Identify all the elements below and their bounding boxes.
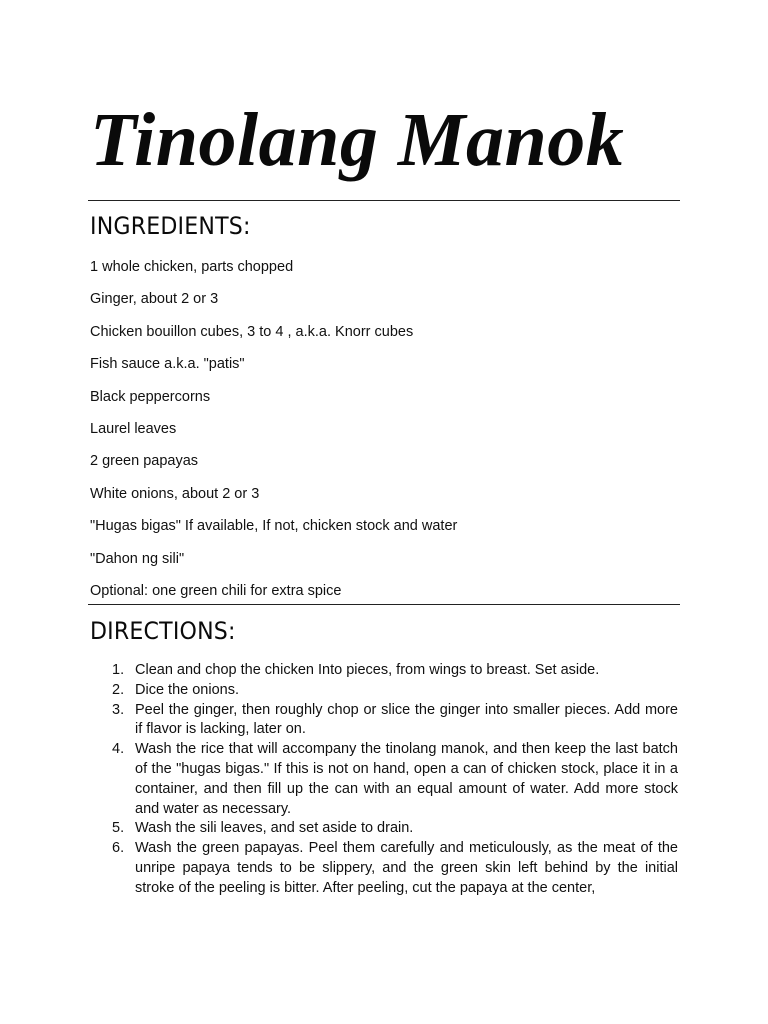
directions-heading: DIRECTIONS: [90, 617, 236, 645]
direction-step [90, 839, 678, 898]
directions-list [90, 661, 678, 899]
step-number: 1. [112, 662, 125, 678]
ingredient-item: Fish sauce a.k.a. "patis" [90, 356, 245, 373]
direction-step [90, 701, 678, 741]
ingredient-item: Laurel leaves [90, 420, 177, 437]
step-number: 2. [112, 681, 125, 698]
ingredient-item: "Hugas bigas" If available, If not, chicken stock and water [90, 518, 458, 535]
step-number: 6. [112, 840, 125, 857]
direction-step [90, 661, 678, 681]
ingredients-divider [88, 604, 680, 605]
direction-step [90, 740, 678, 819]
step-text: Wash the sili leaves, and set aside to drain. [135, 820, 414, 837]
ingredients-list [90, 257, 457, 613]
ingredient-item: 2 green papayas [90, 453, 199, 470]
step-number: 4. [112, 741, 125, 758]
ingredient-item: Black peppercorns [90, 388, 211, 405]
direction-step [90, 681, 678, 701]
step-number: 5. [112, 820, 125, 837]
ingredient-item: White onions, about 2 or 3 [90, 485, 260, 502]
ingredient-item: 1 whole chicken, parts chopped [90, 259, 294, 275]
step-text: Dice the onions. [135, 681, 239, 698]
ingredient-item: "Dahon ng sili" [90, 550, 185, 567]
recipe-title: Tinolang Manok [90, 98, 625, 182]
step-text: Clean and chop the chicken Into pieces, from wings to breast. Set aside. [135, 662, 600, 678]
direction-step [90, 819, 678, 839]
step-text: Wash the rice that will accompany the tinolang manok, and then keep the last batch of the "hugas bigas." If this is not on hand, open a can of chicken stock, place it in a container, and then fill up the can with an equal amount of water. Add more stock and water as necessary. [135, 741, 678, 817]
step-text: Wash the green papayas. Peel them carefully and meticulously, as the meat of the unripe papaya tends to be slippery, and the green skin left behind by the initial stroke of the peeling is bitter. After peeling, cut the papaya at the center, [135, 840, 678, 896]
step-number: 3. [112, 701, 125, 718]
step-text: Peel the ginger, then roughly chop or slice the ginger into smaller pieces. Add more if flavor is lacking, later on. [135, 701, 678, 738]
ingredient-item: Ginger, about 2 or 3 [90, 291, 219, 308]
ingredient-item: Optional: one green chili for extra spice [90, 582, 342, 599]
title-divider [88, 200, 680, 201]
ingredient-item: Chicken bouillon cubes, 3 to 4 , a.k.a. Knorr cubes [90, 323, 414, 340]
ingredients-heading: INGREDIENTS: [90, 212, 251, 240]
